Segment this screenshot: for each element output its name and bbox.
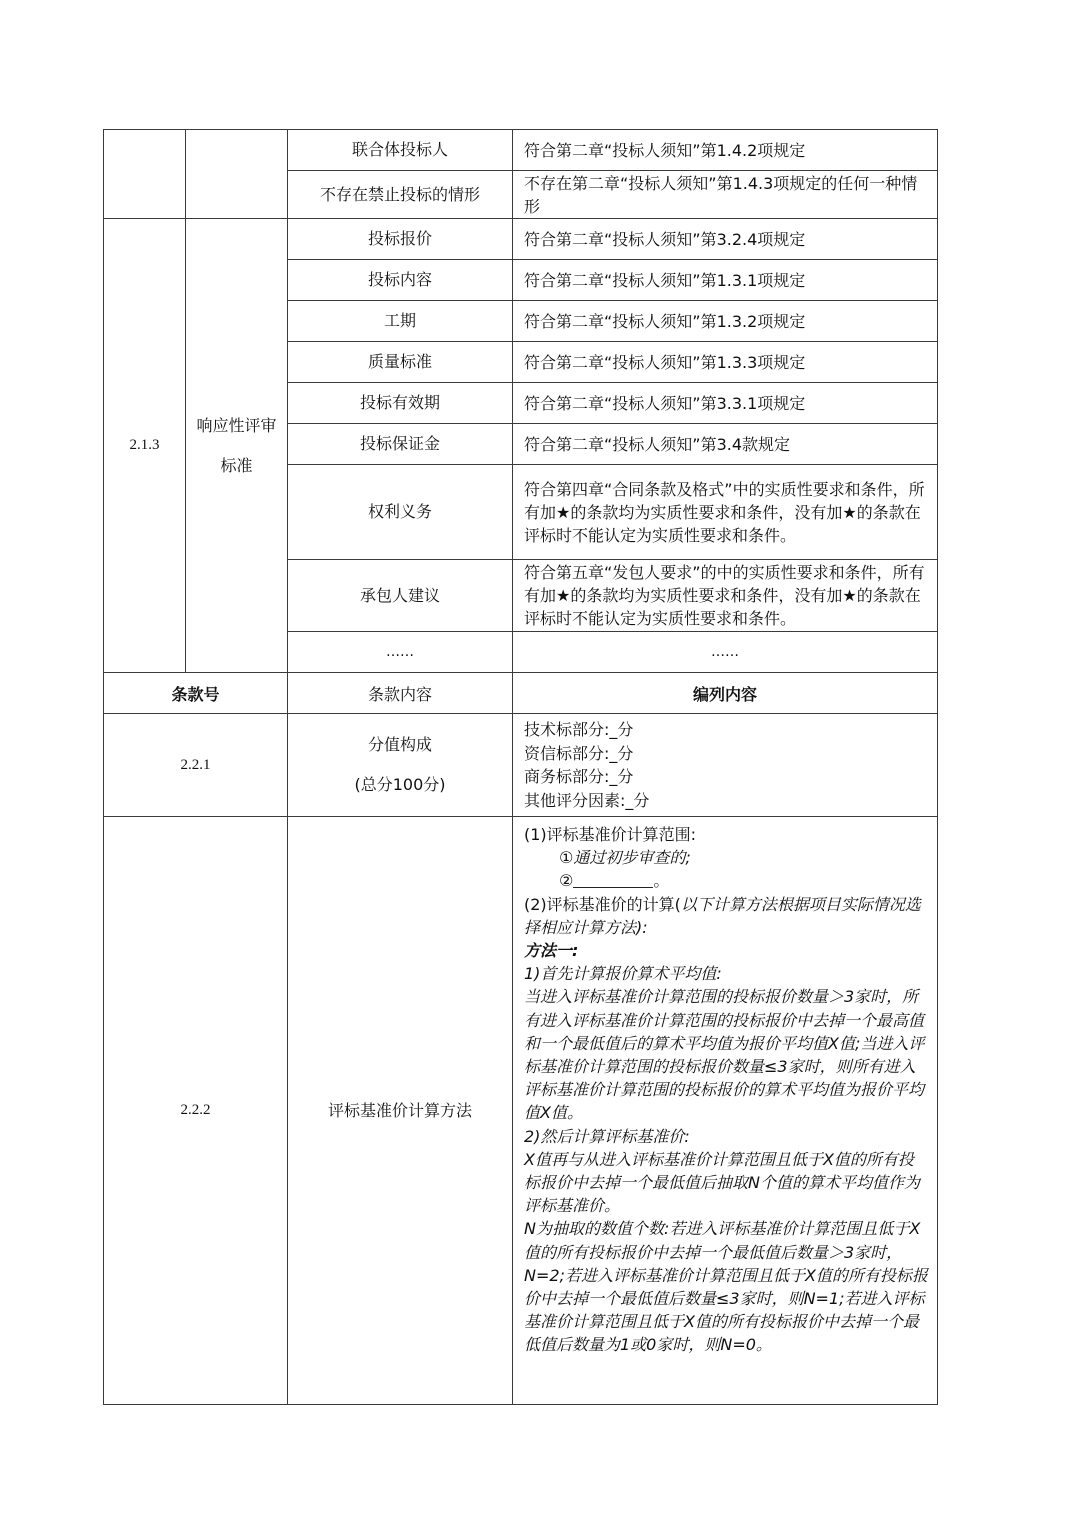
criteria-cell: 符合第二章“投标人须知”第3.2.4项规定 bbox=[513, 219, 938, 260]
table-header-row bbox=[104, 673, 938, 714]
score-line: 商务标部分:_分 bbox=[524, 767, 634, 786]
criteria-cell: 符合第二章“投标人须知”第3.4款规定 bbox=[513, 424, 938, 465]
blank-section-cell bbox=[186, 130, 288, 219]
criteria-cell: 符合第二章“投标人须知”第1.3.3项规定 bbox=[513, 342, 938, 383]
item-cell: 投标保证金 bbox=[288, 424, 513, 465]
criteria-cell: 符合第二章“投标人须知”第1.3.2项规定 bbox=[513, 301, 938, 342]
criteria-cell: 不存在第二章“投标人须知”第1.4.3项规定的任何一种情形 bbox=[513, 171, 938, 219]
header-clause-content: 条款内容 bbox=[288, 673, 513, 714]
item-cell: 联合体投标人 bbox=[288, 130, 513, 171]
criteria-cell: 符合第二章“投标人须知”第1.4.2项规定 bbox=[513, 130, 938, 171]
criteria-cell: 符合第二章“投标人须知”第3.3.1项规定 bbox=[513, 383, 938, 424]
method-paragraph: N为抽取的数值个数:若进入评标基准价计算范围且低于X值的所有投标报价中去掉一个最低值后数量＞3家时，N=2;若进入评标基准价计算范围且低于X值的所有投标报价中去掉一个最低值后数量≤3家时，则N=1;若进入评标基准价计算范围且低于X值的所有投标报价中去掉一个最低值后数量为1或0家时，则N=0。 bbox=[524, 1219, 928, 1355]
method-text: ② bbox=[559, 871, 574, 891]
clause-number: 2.2.1 bbox=[104, 714, 288, 817]
method-line: 2)然后计算评标基准价: bbox=[524, 1126, 690, 1146]
item-cell: 权利义务 bbox=[288, 465, 513, 560]
clause-number: 2.1.3 bbox=[104, 219, 186, 673]
clause-number: 2.2.2 bbox=[104, 817, 288, 1405]
ellipsis-cell: …… bbox=[288, 632, 513, 673]
table-row bbox=[104, 130, 938, 171]
ellipsis-cell: …… bbox=[513, 632, 938, 673]
method-line: ①通过初步审查的; bbox=[559, 848, 691, 868]
score-line: 技术标部分:_分 bbox=[524, 720, 634, 739]
table-row bbox=[104, 714, 938, 817]
criteria-cell: 符合第四章“合同条款及格式”中的实质性要求和条件，所有加★的条款均为实质性要求和条件，没有加★的条款在评标时不能认定为实质性要求和条件。 bbox=[513, 465, 938, 560]
method-line: (1)评标基准价计算范围: bbox=[524, 825, 697, 844]
item-cell: 承包人建议 bbox=[288, 560, 513, 632]
header-compiled-content: 编列内容 bbox=[513, 673, 938, 714]
method-line bbox=[524, 893, 929, 939]
score-line: 资信标部分:_分 bbox=[524, 743, 634, 763]
method-line-blank bbox=[524, 869, 929, 892]
item-cell: 不存在禁止投标的情形 bbox=[288, 171, 513, 219]
method-heading: 方法一: bbox=[524, 941, 579, 961]
benchmark-title-cell: 评标基准价计算方法 bbox=[288, 817, 513, 1405]
score-composition-cell bbox=[288, 714, 513, 817]
table-row bbox=[104, 219, 938, 260]
method-line: 1)首先计算报价算术平均值: bbox=[524, 964, 722, 984]
criteria-cell: 符合第二章“投标人须知”第1.3.1项规定 bbox=[513, 260, 938, 301]
table-row bbox=[104, 817, 938, 1405]
method-text: (2)评标基准价的计算( bbox=[524, 894, 681, 914]
score-lines-cell bbox=[513, 714, 938, 817]
fill-in-blank bbox=[573, 871, 653, 888]
section-title-text: 响应性评审标准 bbox=[196, 415, 277, 475]
method-paragraph: X值再与从进入评标基准价计算范围且低于X值的所有投标报价中去掉一个最低值后抽取N个值的算术平均值作为评标基准价。 bbox=[524, 1149, 920, 1216]
score-line: 其他评分因素:_分 bbox=[524, 790, 650, 810]
score-subtitle: (总分100分) bbox=[354, 775, 446, 794]
score-title: 分值构成 bbox=[367, 735, 432, 754]
method-paragraph: 当进入评标基准价计算范围的投标报价数量＞3家时，所有进入评标基准价计算范围的投标报价中去掉一个最高值和一个最低值后的算术平均值为报价平均值X值;当进入评标基准价计算范围的投标报价数量≤3家时，则所有进入评标基准价计算范围的投标报价的算术平均值为报价平均值X值。 bbox=[524, 987, 925, 1123]
section-title bbox=[186, 219, 288, 673]
criteria-cell: 符合第五章“发包人要求”的中的实质性要求和条件，所有有加★的条款均为实质性要求和条件，没有加★的条款在评标时不能认定为实质性要求和条件。 bbox=[513, 560, 938, 632]
method-text: 。 bbox=[653, 871, 670, 891]
evaluation-table bbox=[103, 129, 938, 1405]
method-text: 以下计算方法根据项目实际情况选择相应计算方法): bbox=[524, 894, 921, 937]
item-cell: 投标内容 bbox=[288, 260, 513, 301]
item-cell: 质量标准 bbox=[288, 342, 513, 383]
blank-clause-cell bbox=[104, 130, 186, 219]
header-clause-no: 条款号 bbox=[104, 673, 288, 714]
benchmark-method-cell bbox=[513, 817, 938, 1405]
item-cell: 投标有效期 bbox=[288, 383, 513, 424]
item-cell: 工期 bbox=[288, 301, 513, 342]
item-cell: 投标报价 bbox=[288, 219, 513, 260]
